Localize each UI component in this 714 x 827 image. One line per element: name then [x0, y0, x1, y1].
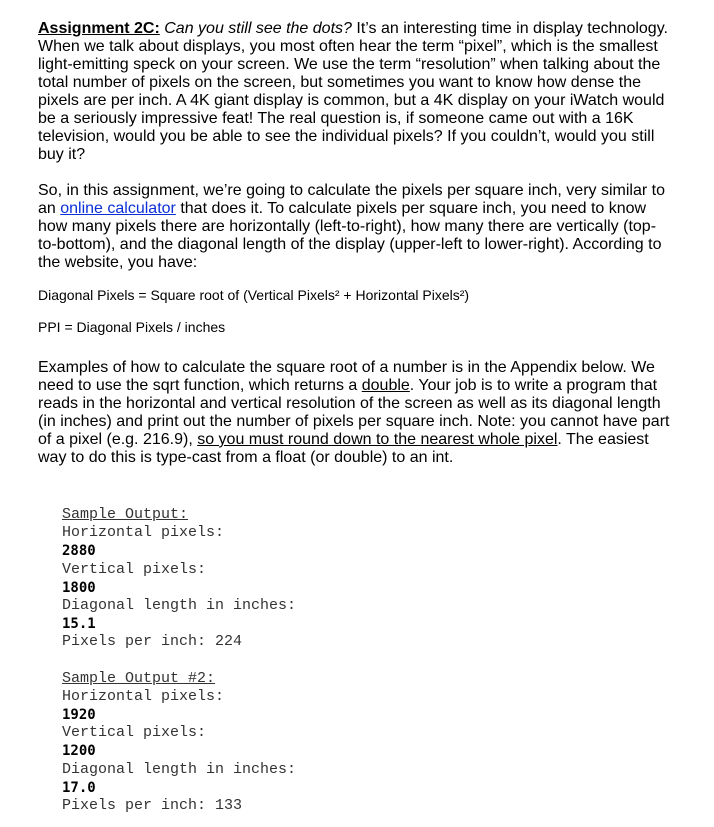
vertical-prompt: Vertical pixels:: [62, 560, 207, 578]
horizontal-prompt: Horizontal pixels:: [62, 687, 225, 705]
task-text-part1: Examples of how to calculate the square root of a number is in the Appendix below. We need to use the sqrt function, which returns a: [38, 359, 655, 394]
task-text-part3: . The easiest way to do this is type-cast from a float (or double) to an int.: [38, 431, 649, 466]
assignment-question: Can you still see the dots?: [164, 20, 352, 37]
horizontal-input: 2880: [62, 543, 96, 560]
diagonal-input: 17.0: [62, 779, 96, 796]
document-page: [38, 20, 674, 815]
intro-text: It’s an interesting time in display technology. When we talk about displays, you most often hear the term “pixel”, which is the smallest light-emitting speck on your screen. We use the term “resolution” when talking about the total number of pixels on the screen, but sometimes you want to know how dense the pixels are per inch. A 4K giant display is common, but a 4K display on your iWatch would be a seriously impressive feat! The real question is, if someone came out with a 16K television, would you be able to see the individual pixels? If you couldn’t, would you still buy it?: [38, 20, 668, 163]
diagonal-prompt: Diagonal length in inches:: [62, 760, 297, 778]
method-text-after-link: that does it. To calculate pixels per square inch, you need to know how many pixels there are horizontally (left-to-right), how many there are vertically (top-to-bottom), and the diagonal length of the display (upper-left to lower-right). According to the website, you have:: [38, 200, 662, 271]
pixels-per-inch-result: Pixels per inch: 133: [62, 797, 243, 815]
diagonal-prompt: Diagonal length in inches:: [62, 597, 297, 615]
vertical-input: 1200: [62, 743, 96, 760]
pixels-per-inch-result: Pixels per inch: 224: [62, 633, 243, 651]
sample-output-2: [62, 670, 674, 816]
diagonal-input: 15.1: [62, 616, 96, 633]
task-paragraph: [38, 359, 674, 467]
diagonal-formula: Diagonal Pixels = Square root of (Vertical Pixels² + Horizontal Pixels²): [38, 287, 470, 303]
round-down-note: so you must round down to the nearest whole pixel: [197, 431, 558, 448]
assignment-label: Assignment 2C:: [38, 20, 160, 37]
horizontal-input: 1920: [62, 707, 96, 724]
intro-paragraph: [38, 20, 674, 164]
vertical-prompt: Vertical pixels:: [62, 724, 207, 742]
ppi-formula: PPI = Diagonal Pixels / inches: [38, 319, 226, 335]
double-term: double: [361, 377, 410, 394]
sample-output-1: [62, 506, 674, 652]
vertical-input: 1800: [62, 579, 96, 596]
sample-output-1-title: Sample Output:: [62, 506, 189, 523]
method-text-before-link: So, in this assignment, we’re going to calculate the pixels per square inch, very similar to an: [38, 182, 665, 217]
online-calculator-link[interactable]: online calculator: [60, 200, 176, 217]
sample-output-2-title: Sample Output #2:: [62, 669, 216, 687]
horizontal-prompt: Horizontal pixels:: [62, 524, 225, 542]
task-text-part2: . Your job is to write a program that reads in the horizontal and vertical resolution of the screen as well as its diagonal length (in inches) and print out the number of pixels per square inch. Note: you cannot have part of a pixel (e.g. 216.9),: [38, 377, 670, 448]
method-paragraph: [38, 182, 674, 272]
